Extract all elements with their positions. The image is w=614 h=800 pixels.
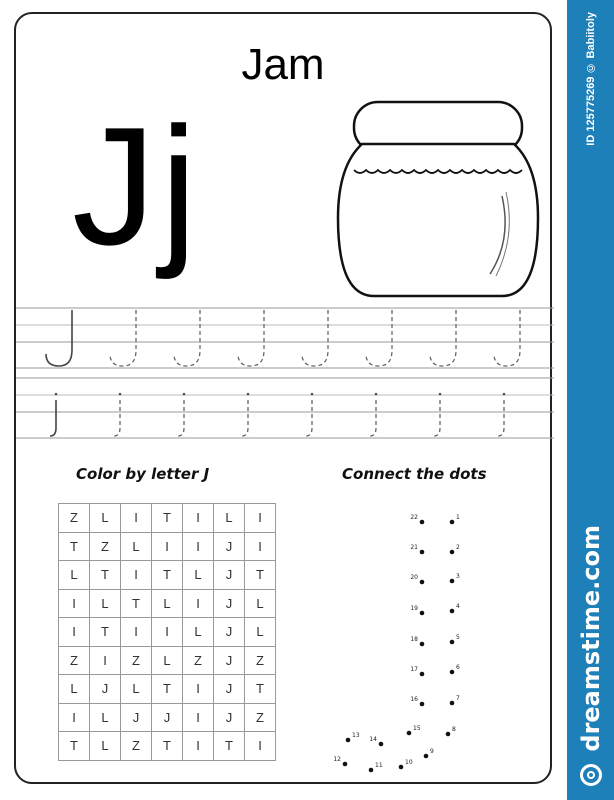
trace-letter-upper	[46, 310, 72, 366]
grid-cell: L	[152, 646, 183, 675]
dot	[420, 642, 425, 647]
grid-row	[59, 732, 276, 761]
dot	[450, 550, 455, 555]
trace-letter-upper	[174, 310, 200, 366]
trace-letter-lower	[306, 400, 312, 436]
grid-cell: I	[59, 703, 90, 732]
trace-letter-lower	[242, 400, 248, 436]
dot	[346, 738, 351, 743]
trace-letter-lower	[370, 400, 376, 436]
worksheet	[14, 12, 552, 784]
dot	[420, 580, 425, 585]
grid-cell: Z	[245, 703, 276, 732]
grid-row	[59, 703, 276, 732]
dot	[424, 754, 429, 759]
grid-cell: I	[152, 532, 183, 561]
dot-number: 21	[410, 544, 418, 551]
grid-cell: Z	[121, 732, 152, 761]
dot-number: 1	[456, 514, 460, 521]
dot	[420, 550, 425, 555]
dot	[420, 611, 425, 616]
grid-cell: T	[245, 561, 276, 590]
dot-number: 10	[405, 759, 413, 766]
grid-cell: I	[183, 532, 214, 561]
dot-number: 18	[410, 636, 418, 643]
grid-cell: T	[152, 504, 183, 533]
dot	[450, 701, 455, 706]
grid-cell: L	[121, 532, 152, 561]
dot-number: 6	[456, 664, 460, 671]
grid-cell: Z	[90, 532, 121, 561]
grid-cell: L	[183, 561, 214, 590]
grid-cell: I	[121, 504, 152, 533]
stock-banner	[567, 0, 614, 800]
grid-cell: T	[121, 589, 152, 618]
grid-cell: Z	[121, 646, 152, 675]
trace-letter-upper	[430, 310, 456, 366]
grid-cell: T	[90, 561, 121, 590]
grid-cell: I	[183, 703, 214, 732]
dot	[450, 640, 455, 645]
grid-row	[59, 618, 276, 647]
dot-number: 9	[430, 748, 434, 755]
grid-cell: T	[152, 732, 183, 761]
dot-number: 15	[413, 725, 421, 732]
grid-cell: I	[121, 561, 152, 590]
brand-logo-icon	[580, 764, 602, 786]
grid-cell: T	[59, 532, 90, 561]
dot-number: 11	[375, 762, 383, 769]
grid-cell: I	[183, 589, 214, 618]
trace-letter-lower	[114, 400, 120, 436]
grid-cell: I	[183, 675, 214, 704]
dot	[420, 702, 425, 707]
trace-letter-lower	[178, 400, 184, 436]
brand-text: dreamstime.com	[576, 525, 605, 752]
grid-cell: L	[152, 589, 183, 618]
trace-letter-upper	[110, 310, 136, 366]
grid-cell: L	[90, 504, 121, 533]
trace-letter-upper	[302, 310, 328, 366]
grid-cell: L	[183, 618, 214, 647]
grid-cell: T	[90, 618, 121, 647]
grid-cell: Z	[59, 504, 90, 533]
trace-letter-upper	[238, 310, 264, 366]
grid-cell: T	[152, 675, 183, 704]
grid-row	[59, 504, 276, 533]
grid-row	[59, 646, 276, 675]
worksheet-title: Jam	[241, 40, 325, 89]
grid-row	[59, 589, 276, 618]
dot-number: 4	[456, 603, 460, 610]
grid-cell: I	[183, 504, 214, 533]
grid-cell: J	[214, 646, 245, 675]
dot	[450, 609, 455, 614]
tracing-row-upper	[16, 302, 554, 372]
grid-cell: T	[152, 561, 183, 590]
grid-cell: J	[90, 675, 121, 704]
grid-cell: I	[245, 504, 276, 533]
jam-jar-illustration	[334, 100, 542, 300]
dot	[407, 731, 412, 736]
grid-cell: J	[214, 703, 245, 732]
grid-cell: L	[121, 675, 152, 704]
grid-cell: Z	[245, 646, 276, 675]
trace-letter-lower	[434, 400, 440, 436]
grid-cell: I	[245, 732, 276, 761]
dot-number: 14	[369, 736, 377, 743]
grid-cell: L	[90, 732, 121, 761]
dot	[343, 762, 348, 767]
dot-number: 20	[410, 574, 418, 581]
dot	[446, 732, 451, 737]
dot	[450, 670, 455, 675]
dot-number: 22	[410, 514, 418, 521]
color-by-letter-heading: Color by letter J	[76, 465, 210, 483]
grid-cell: L	[214, 504, 245, 533]
big-letter-pair: Jj	[72, 92, 202, 280]
grid-cell: J	[152, 703, 183, 732]
tracing-row-lower	[16, 372, 554, 442]
grid-cell: L	[245, 618, 276, 647]
grid-cell: T	[245, 675, 276, 704]
grid-cell: I	[152, 618, 183, 647]
grid-cell: L	[245, 589, 276, 618]
grid-cell: I	[59, 618, 90, 647]
grid-cell: J	[214, 589, 245, 618]
dot-number: 12	[333, 756, 341, 763]
grid-cell: J	[214, 675, 245, 704]
dot	[369, 768, 374, 773]
dot-number: 19	[410, 605, 418, 612]
dot	[450, 520, 455, 525]
grid-cell: L	[90, 703, 121, 732]
dot	[379, 742, 384, 747]
dot-number: 3	[456, 573, 460, 580]
trace-letter-lower	[498, 400, 504, 436]
dot	[450, 579, 455, 584]
dot-number: 5	[456, 634, 460, 641]
grid-cell: J	[214, 532, 245, 561]
grid-cell: I	[90, 646, 121, 675]
grid-cell: I	[183, 732, 214, 761]
dot-number: 2	[456, 544, 460, 551]
dot-number: 7	[456, 695, 460, 702]
dot-number: 8	[452, 726, 456, 733]
grid-cell: L	[59, 675, 90, 704]
grid-cell: L	[59, 561, 90, 590]
grid-row	[59, 675, 276, 704]
grid-cell: Z	[59, 646, 90, 675]
dot-number: 13	[352, 732, 360, 739]
connect-dots-figure	[316, 502, 476, 784]
grid-cell: I	[59, 589, 90, 618]
trace-letter-upper	[494, 310, 520, 366]
trace-letter-upper	[366, 310, 392, 366]
dot-number: 17	[410, 666, 418, 673]
grid-row	[59, 561, 276, 590]
dot-number: 16	[410, 696, 418, 703]
grid-cell: I	[121, 618, 152, 647]
grid-cell: J	[121, 703, 152, 732]
dot	[420, 672, 425, 677]
grid-cell: Z	[183, 646, 214, 675]
connect-dots-heading: Connect the dots	[342, 465, 487, 483]
grid-cell: T	[214, 732, 245, 761]
dot	[420, 520, 425, 525]
grid-cell: J	[214, 618, 245, 647]
dot	[399, 765, 404, 770]
grid-cell: J	[214, 561, 245, 590]
grid-row	[59, 532, 276, 561]
trace-letter-lower	[50, 400, 56, 436]
grid-cell: T	[59, 732, 90, 761]
grid-cell: L	[90, 589, 121, 618]
image-id-text: ID 125775269 © Babiitoly	[584, 12, 597, 146]
grid-cell: I	[245, 532, 276, 561]
color-by-letter-grid	[58, 503, 276, 761]
